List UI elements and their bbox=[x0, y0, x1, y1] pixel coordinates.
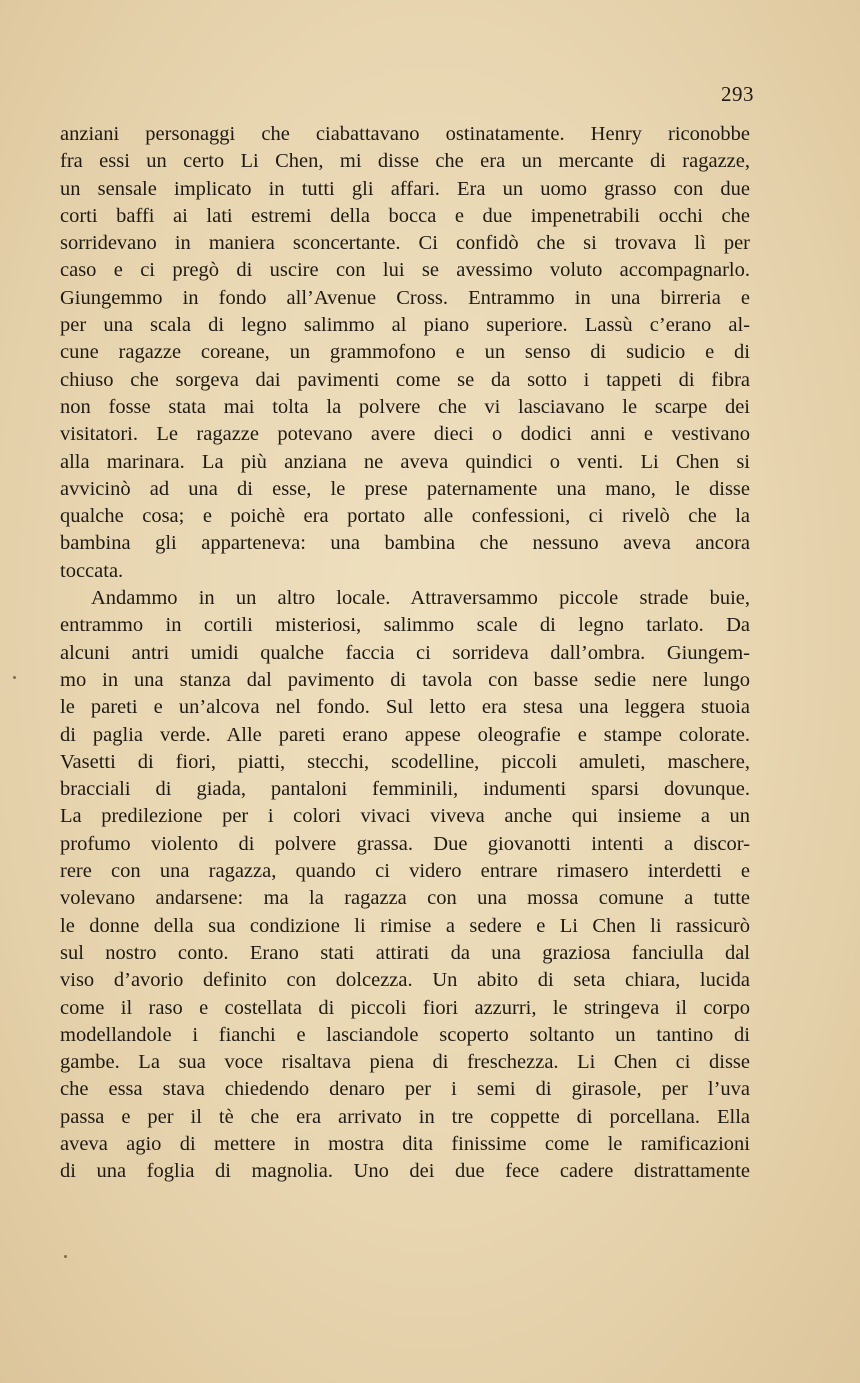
text-line: Vasetti di fiori, piatti, stecchi, scodelline, piccoli amuleti, maschere, bbox=[60, 750, 750, 773]
text-line: volevano andarsene: ma la ragazza con una mossa comune a tutte bbox=[60, 887, 750, 910]
text-line: entrammo in cortili misteriosi, salimmo scale di legno tarlato. Da bbox=[60, 614, 750, 637]
text-line: rere con una ragazza, quando ci videro entrare rimasero interdetti e bbox=[60, 860, 750, 883]
text-line: un sensale implicato in tutti gli affari. Era un uomo grasso con due bbox=[60, 177, 750, 200]
text-line: anziani personaggi che ciabattavano ostinatamente. Henry riconobbe bbox=[60, 123, 750, 145]
text-line: bambina gli apparteneva: una bambina che nessuno aveva ancora bbox=[60, 532, 750, 555]
paragraph-1 bbox=[60, 121, 750, 585]
text-line: profumo violento di polvere grassa. Due giovanotti intenti a discor- bbox=[60, 832, 750, 855]
text-line: cune ragazze coreane, un grammofono e un senso di sudicio e di bbox=[60, 341, 750, 364]
text-line: sul nostro conto. Erano stati attirati da una graziosa fanciulla dal bbox=[60, 941, 750, 964]
text-line: di paglia verde. Alle pareti erano appese oleografie e stampe colorate. bbox=[60, 723, 750, 746]
text-line: che essa stava chiedendo denaro per i semi di girasole, per l’uva bbox=[60, 1078, 750, 1101]
text-line: visitatori. Le ragazze potevano avere dieci o dodici anni e vestivano bbox=[60, 423, 750, 446]
text-line: viso d’avorio definito con dolcezza. Un abito di seta chiara, lucida bbox=[60, 969, 750, 992]
text-line: aveva agio di mettere in mostra dita finissime come le ramificazioni bbox=[60, 1132, 750, 1155]
text-line: le pareti e un’alcova nel fondo. Sul letto era stesa una leggera stuoia bbox=[60, 696, 750, 719]
paper-speck bbox=[13, 676, 16, 679]
body-text bbox=[60, 121, 750, 1186]
paper-speck bbox=[64, 1255, 67, 1258]
text-line: caso e ci pregò di uscire con lui se avessimo voluto accompagnarlo. bbox=[60, 259, 750, 282]
text-line: sorridevano in maniera sconcertante. Ci confidò che si trovava lì per bbox=[60, 232, 750, 255]
text-line: non fosse stata mai tolta la polvere che vi lasciavano le scarpe dei bbox=[60, 395, 750, 418]
text-line: di una foglia di magnolia. Uno dei due fece cadere distrattamente bbox=[60, 1160, 750, 1183]
text-line: passa e per il tè che era arrivato in tre coppette di porcellana. Ella bbox=[60, 1105, 750, 1128]
text-line: alla marinara. La più anziana ne aveva quindici o venti. Li Chen si bbox=[60, 450, 750, 473]
text-line: mo in una stanza dal pavimento di tavola con basse sedie nere lungo bbox=[60, 668, 750, 691]
page-number: 293 bbox=[721, 82, 754, 106]
text-line: gambe. La sua voce risaltava piena di freschezza. Li Chen ci disse bbox=[60, 1051, 750, 1074]
text-line: fra essi un certo Li Chen, mi disse che era un mercante di ragazze, bbox=[60, 150, 750, 173]
text-line: come il raso e costellata di piccoli fiori azzurri, le stringeva il corpo bbox=[60, 996, 750, 1019]
paragraph-2 bbox=[60, 585, 750, 1186]
text-line: La predilezione per i colori vivaci viveva anche qui insieme a un bbox=[60, 805, 750, 828]
text-line: alcuni antri umidi qualche faccia ci sorrideva dall’ombra. Giungem- bbox=[60, 641, 750, 664]
text-line: toccata. bbox=[60, 559, 124, 582]
text-line: modellandole i fianchi e lasciandole scoperto soltanto un tantino di bbox=[60, 1023, 750, 1046]
text-line: qualche cosa; e poichè era portato alle confessioni, ci rivelò che la bbox=[60, 505, 750, 528]
text-line: le donne della sua condizione li rimise a sedere e Li Chen li rassicurò bbox=[60, 914, 750, 937]
text-line: corti baffi ai lati estremi della bocca e due impenetrabili occhi che bbox=[60, 204, 750, 227]
text-line: chiuso che sorgeva dai pavimenti come se da sotto i tappeti di fibra bbox=[60, 368, 750, 391]
text-line: Giungemmo in fondo all’Avenue Cross. Entrammo in una birreria e bbox=[60, 286, 750, 309]
text-line: bracciali di giada, pantaloni femminili, indumenti sparsi dovunque. bbox=[60, 778, 750, 801]
text-line: per una scala di legno salimmo al piano superiore. Lassù c’erano al- bbox=[60, 314, 750, 337]
text-line: avvicinò ad una di esse, le prese paternamente una mano, le disse bbox=[60, 477, 750, 500]
text-line: Andammo in un altro locale. Attraversammo piccole strade buie, bbox=[91, 587, 750, 610]
